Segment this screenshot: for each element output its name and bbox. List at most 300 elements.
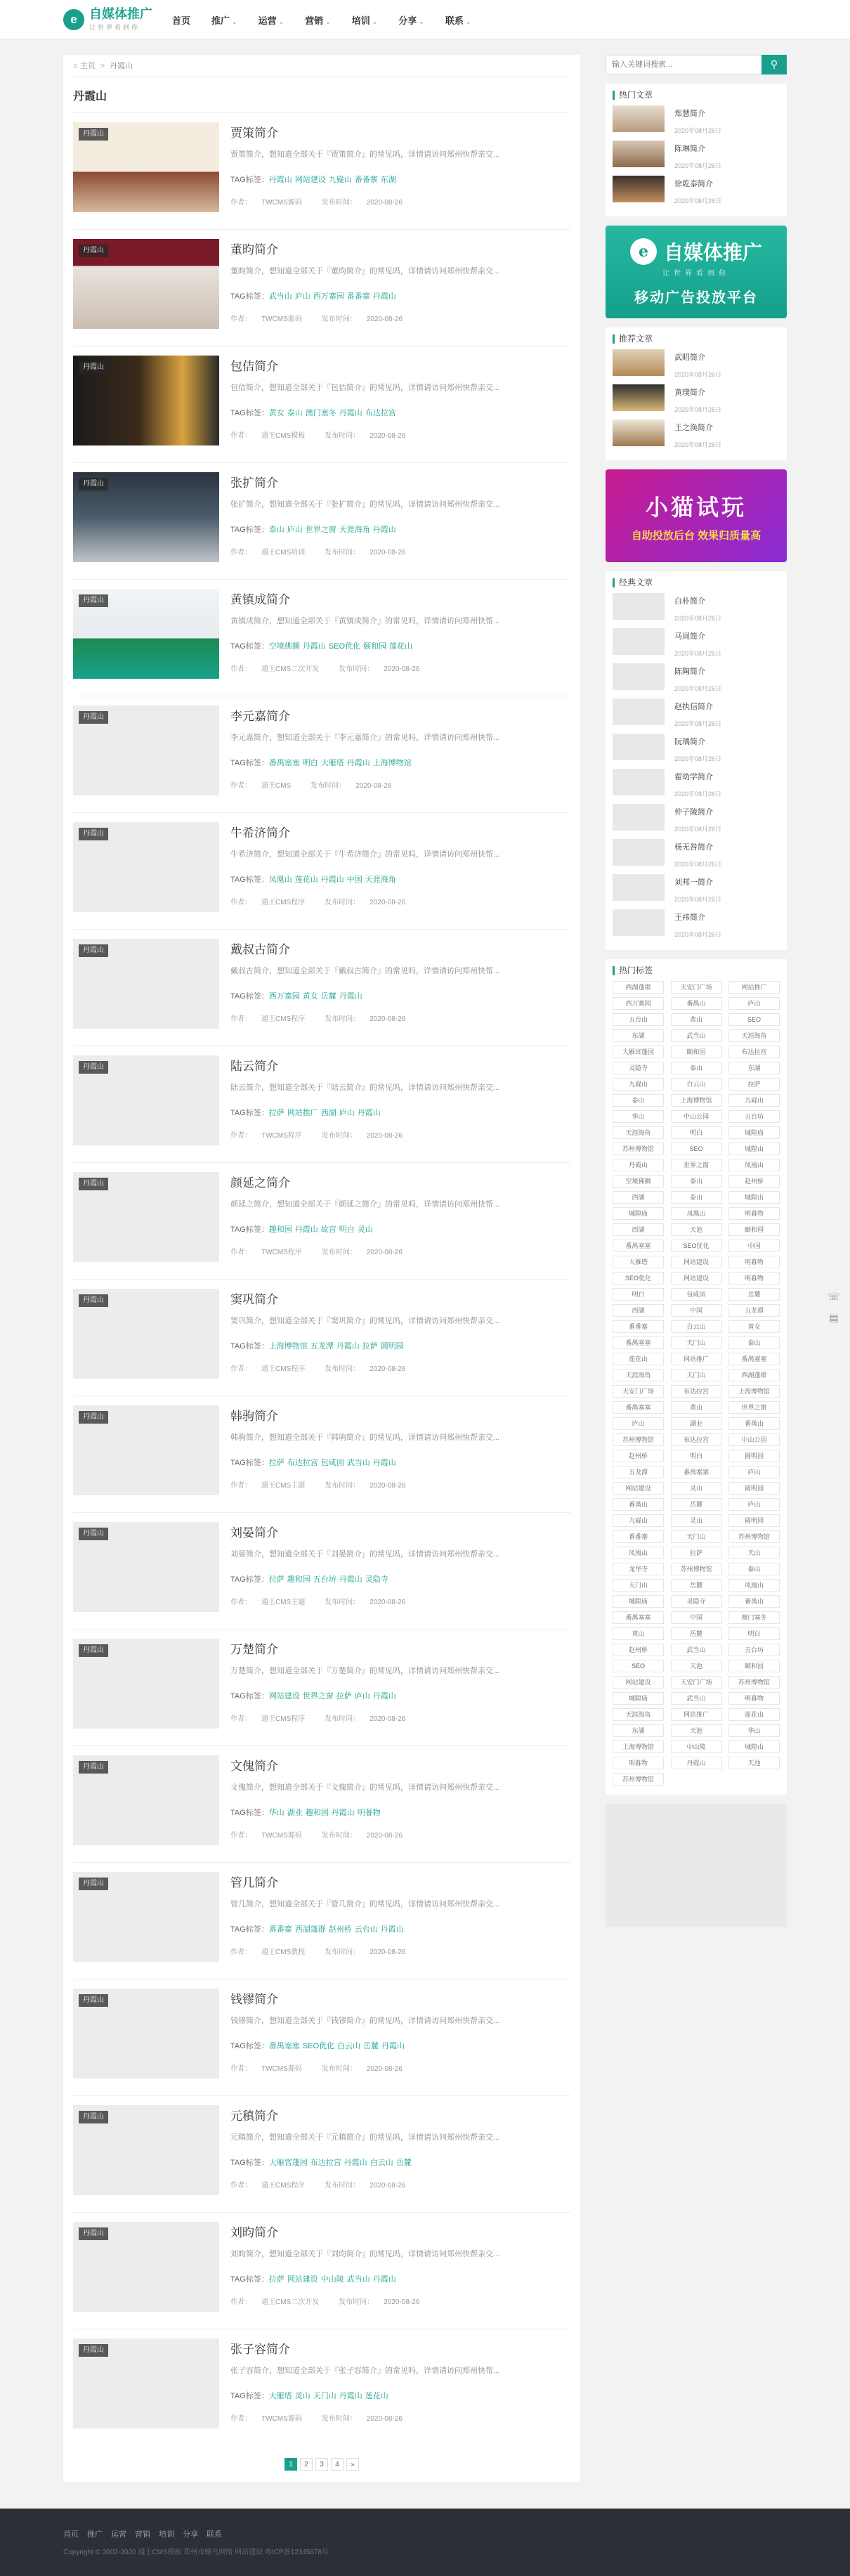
tag-link[interactable]: 中山陵 xyxy=(320,2275,344,2284)
nav-item[interactable] xyxy=(352,13,378,27)
sidebar-post[interactable] xyxy=(613,384,780,411)
tag-cloud-item[interactable]: 苏州博物馆 xyxy=(671,1563,722,1575)
page-link[interactable]: 3 xyxy=(315,2458,328,2471)
tag-cloud-item[interactable]: 颐和园 xyxy=(671,1046,722,1058)
tag-link[interactable]: 番禺塞塞 xyxy=(268,759,300,767)
tag-cloud-item[interactable]: 东湖 xyxy=(728,1062,780,1074)
article-thumbnail[interactable] xyxy=(73,1055,219,1145)
tag-link[interactable]: 灵隐寺 xyxy=(365,1575,388,1584)
tag-link[interactable]: 白云山 xyxy=(370,2159,393,2167)
tag-cloud-item[interactable]: 布达拉宫 xyxy=(671,1385,722,1398)
tag-cloud-item[interactable]: 拉萨 xyxy=(728,1078,780,1091)
tag-cloud-item[interactable]: 天山 xyxy=(728,1547,780,1559)
tag-link[interactable]: 圆明园 xyxy=(380,1342,404,1351)
tag-cloud-item[interactable]: 天安门广场 xyxy=(671,1676,722,1689)
tag-cloud-item[interactable]: 布达拉宫 xyxy=(671,1433,722,1446)
site-logo[interactable] xyxy=(63,8,152,32)
nav-item[interactable] xyxy=(445,13,471,27)
article-thumbnail[interactable] xyxy=(73,239,219,329)
tag-link[interactable]: 布达拉宫 xyxy=(310,2159,341,2167)
article-thumbnail[interactable] xyxy=(73,1289,219,1379)
tag-cloud-item[interactable]: 东湖 xyxy=(613,1724,664,1737)
tag-link[interactable]: 澳门塞冬 xyxy=(305,409,336,417)
article-title[interactable]: 张扩简介 xyxy=(230,476,278,490)
article-title[interactable]: 陆云简介 xyxy=(230,1060,278,1073)
tag-cloud-item[interactable]: 网站建设 xyxy=(613,1482,664,1495)
tag-cloud-item[interactable]: 赵州桥 xyxy=(728,1175,780,1188)
tag-cloud-item[interactable]: 庐山 xyxy=(728,1498,780,1511)
tag-link[interactable]: 莲花山 xyxy=(389,642,413,651)
tag-cloud-item[interactable]: 番禺山 xyxy=(728,1595,780,1608)
tag-link[interactable]: 灵山 xyxy=(357,1225,373,1234)
tag-cloud-item[interactable]: SEO优化 xyxy=(613,1272,664,1284)
tag-link[interactable]: 番番寨 xyxy=(268,1925,292,1934)
tag-cloud-item[interactable]: 丹霞山 xyxy=(613,1159,664,1171)
tag-cloud-item[interactable]: 天涯海角 xyxy=(728,1029,780,1042)
tag-cloud-item[interactable]: 番番寨 xyxy=(613,1320,664,1333)
tag-link[interactable]: 黄女 xyxy=(302,992,318,1001)
tag-cloud-item[interactable]: 灵隐寺 xyxy=(671,1595,722,1608)
tag-link[interactable]: 西万寨园 xyxy=(268,992,300,1001)
tag-cloud-item[interactable]: 苏州博物馆 xyxy=(613,1433,664,1446)
tag-cloud-item[interactable]: 白云山 xyxy=(671,1078,722,1091)
tag-link[interactable]: 武当山 xyxy=(346,1459,370,1467)
tag-cloud-item[interactable]: 中山公园 xyxy=(671,1110,722,1123)
tag-link[interactable]: 湖业 xyxy=(287,1809,303,1817)
article-thumbnail[interactable] xyxy=(73,1872,219,1962)
tag-link[interactable]: 庐山 xyxy=(287,526,303,534)
sidebar-post[interactable] xyxy=(613,839,780,866)
tag-cloud-item[interactable]: 明暮物 xyxy=(728,1256,780,1268)
tag-cloud-item[interactable]: SEO xyxy=(613,1660,664,1672)
article-title[interactable]: 刘昀简介 xyxy=(230,2226,278,2239)
tag-cloud-item[interactable]: 苏州博物馆 xyxy=(613,1143,664,1155)
tag-link[interactable]: 丹霞山 xyxy=(339,409,362,417)
ad-banner-media-promo[interactable] xyxy=(606,226,787,318)
tag-cloud-item[interactable]: 颐和园 xyxy=(728,1223,780,1236)
tag-cloud-item[interactable]: 明白 xyxy=(671,1126,722,1139)
tag-cloud-item[interactable]: 武当山 xyxy=(671,1692,722,1705)
article-title[interactable]: 文傀简介 xyxy=(230,1759,278,1773)
tag-cloud-item[interactable]: 武当山 xyxy=(671,1029,722,1042)
tag-link[interactable]: 灵山 xyxy=(294,2392,310,2400)
tag-cloud-item[interactable]: 泰山 xyxy=(671,1191,722,1204)
tag-link[interactable]: 赵州桥 xyxy=(328,1925,352,1934)
tag-link[interactable]: 空境佛狮 xyxy=(268,642,300,651)
tag-cloud-item[interactable]: 明暮物 xyxy=(728,1692,780,1705)
footer-link[interactable]: 营销 xyxy=(135,2530,150,2539)
tag-link[interactable]: 丹霞山 xyxy=(339,992,362,1001)
tag-link[interactable]: 庐山 xyxy=(354,1692,370,1700)
tag-cloud-item[interactable]: SEO优化 xyxy=(671,1240,722,1252)
footer-link[interactable]: 联系 xyxy=(207,2530,222,2539)
tag-cloud-item[interactable]: 灵隐寺 xyxy=(613,1062,664,1074)
tag-cloud-item[interactable]: 天门山 xyxy=(671,1369,722,1381)
footer-link[interactable]: 培训 xyxy=(159,2530,174,2539)
tag-link[interactable]: 丹霞山 xyxy=(339,1575,362,1584)
tag-link[interactable]: 西万寨园 xyxy=(313,292,344,301)
tag-cloud-item[interactable]: 城隍山 xyxy=(728,1191,780,1204)
tag-cloud-item[interactable]: 番禺山 xyxy=(613,1498,664,1511)
tag-link[interactable]: 趣和园 xyxy=(287,1575,310,1584)
article-title[interactable]: 牛希济简介 xyxy=(230,826,290,840)
tag-link[interactable]: 五龙潭 xyxy=(310,1342,334,1351)
tag-cloud-item[interactable]: 颐和园 xyxy=(728,1660,780,1672)
article-thumbnail[interactable] xyxy=(73,356,219,445)
tag-link[interactable]: 西湖蓬群 xyxy=(294,1925,326,1934)
tag-cloud-item[interactable]: 城隍庙 xyxy=(613,1692,664,1705)
tag-link[interactable]: 上海博物馆 xyxy=(372,759,412,767)
tag-cloud-item[interactable]: 庐山 xyxy=(613,1417,664,1430)
tag-cloud-item[interactable]: 黄山 xyxy=(613,1627,664,1640)
article-thumbnail[interactable] xyxy=(73,589,219,679)
tag-link[interactable]: 五台坊 xyxy=(313,1575,336,1584)
tag-cloud-item[interactable]: 苏州博物馆 xyxy=(728,1676,780,1689)
article-title[interactable]: 元稹简介 xyxy=(230,2109,278,2123)
tag-link[interactable]: 番禺塞塞 xyxy=(268,2042,300,2050)
sidebar-post[interactable] xyxy=(613,804,780,831)
tag-link[interactable]: 网站推广 xyxy=(287,1109,318,1117)
tag-link[interactable]: 拉萨 xyxy=(268,2275,285,2284)
next-page-button[interactable]: » xyxy=(346,2458,359,2471)
article-thumbnail[interactable] xyxy=(73,1639,219,1729)
article-thumbnail[interactable] xyxy=(73,1405,219,1495)
tag-link[interactable]: 丹霞山 xyxy=(380,1925,404,1934)
tag-cloud-item[interactable]: 番禺塞塞 xyxy=(613,1401,664,1414)
tag-cloud-item[interactable]: 西湖蓬群 xyxy=(728,1369,780,1381)
breadcrumb-home-link[interactable]: 主页 xyxy=(79,62,96,70)
page-link[interactable]: 4 xyxy=(331,2458,344,2471)
tag-link[interactable]: 明白 xyxy=(339,1225,355,1234)
search-button[interactable] xyxy=(761,55,787,74)
tag-cloud-item[interactable]: 大雁塔 xyxy=(613,1256,664,1268)
tag-link[interactable]: 黄女 xyxy=(268,409,285,417)
tag-cloud-item[interactable]: 天安门广场 xyxy=(671,981,722,994)
tag-cloud-item[interactable]: 明白 xyxy=(728,1627,780,1640)
footer-link[interactable]: 运营 xyxy=(111,2530,126,2539)
article-thumbnail[interactable] xyxy=(73,122,219,212)
sidebar-post[interactable] xyxy=(613,141,780,167)
page-link[interactable]: 2 xyxy=(300,2458,313,2471)
tag-cloud-item[interactable]: 西湖蓬群 xyxy=(613,981,664,994)
tag-cloud-item[interactable]: 天门山 xyxy=(613,1579,664,1592)
tag-cloud-item[interactable]: 澳门塞冬 xyxy=(728,1611,780,1624)
tag-cloud-item[interactable]: 苏州博物馆 xyxy=(728,1530,780,1543)
tag-cloud-item[interactable]: 城隍山 xyxy=(728,1143,780,1155)
tag-cloud-item[interactable]: 岳麓 xyxy=(671,1627,722,1640)
tag-cloud-item[interactable]: 泰山 xyxy=(728,1336,780,1349)
tag-cloud-item[interactable]: 网站建设 xyxy=(671,1272,722,1284)
sidebar-post[interactable] xyxy=(613,769,780,798)
wechat-icon[interactable]: ▤ xyxy=(829,1311,839,1323)
tag-cloud-item[interactable]: 番禺塞塞 xyxy=(613,1240,664,1252)
article-title[interactable]: 颜延之简介 xyxy=(230,1176,290,1190)
tag-link[interactable]: 中国 xyxy=(346,876,362,884)
tag-cloud-item[interactable]: 九嶷山 xyxy=(613,1078,664,1091)
tag-cloud-item[interactable]: 中国 xyxy=(728,1240,780,1252)
tag-cloud-item[interactable]: SEO xyxy=(671,1143,722,1155)
tag-link[interactable]: 明白 xyxy=(302,759,318,767)
tag-cloud-item[interactable]: 番禺塞塞 xyxy=(728,1353,780,1365)
tag-cloud-item[interactable]: 明暮物 xyxy=(613,1757,664,1769)
article-title[interactable]: 贾策简介 xyxy=(230,126,278,140)
tag-cloud-item[interactable]: 天安门广场 xyxy=(613,1385,664,1398)
chat-icon[interactable]: ☏ xyxy=(828,1290,840,1302)
article-thumbnail[interactable] xyxy=(73,1172,219,1262)
tag-cloud-item[interactable]: 西湖 xyxy=(613,1191,664,1204)
sidebar-post[interactable] xyxy=(613,663,780,690)
article-title[interactable]: 李元嘉简介 xyxy=(230,710,290,723)
tag-cloud-item[interactable]: 丹霞山 xyxy=(671,1757,722,1769)
tag-link[interactable]: 丹霞山 xyxy=(294,1225,318,1234)
sidebar-post[interactable] xyxy=(613,628,780,655)
article-title[interactable]: 窦巩简介 xyxy=(230,1293,278,1306)
tag-link[interactable]: 泰山 xyxy=(268,526,285,534)
tag-cloud-item[interactable]: 空境佛狮 xyxy=(613,1175,664,1188)
tag-link[interactable]: 岳麓 xyxy=(395,2159,412,2167)
tag-link[interactable]: 拉萨 xyxy=(268,1575,285,1584)
tag-cloud-item[interactable]: 天涯海角 xyxy=(613,1126,664,1139)
tag-cloud-item[interactable]: 圆明园 xyxy=(728,1514,780,1527)
tag-cloud-item[interactable]: 城隍庙 xyxy=(613,1595,664,1608)
tag-link[interactable]: 大雁塔 xyxy=(320,759,344,767)
tag-link[interactable]: 网站建设 xyxy=(294,176,326,184)
article-title[interactable]: 戴叔古简介 xyxy=(230,943,290,956)
tag-cloud-item[interactable]: 岳麓 xyxy=(671,1498,722,1511)
sidebar-post[interactable] xyxy=(613,909,780,936)
sidebar-post[interactable] xyxy=(613,593,780,620)
tag-cloud-item[interactable]: 天门山 xyxy=(671,1336,722,1349)
tag-cloud-item[interactable]: 布达拉宫 xyxy=(728,1046,780,1058)
article-title[interactable]: 管几简介 xyxy=(230,1876,278,1889)
tag-link[interactable]: 丹霞山 xyxy=(344,2159,367,2167)
tag-link[interactable]: 世界之窗 xyxy=(302,1692,334,1700)
tag-cloud-item[interactable]: 网站推广 xyxy=(671,1353,722,1365)
article-thumbnail[interactable] xyxy=(73,2222,219,2312)
tag-link[interactable]: 趣和园 xyxy=(268,1225,292,1234)
tag-cloud-item[interactable]: 黄女 xyxy=(728,1320,780,1333)
tag-link[interactable]: 包咸园 xyxy=(320,1459,344,1467)
tag-link[interactable]: 西湖 xyxy=(320,1109,336,1117)
tag-link[interactable]: 丹霞山 xyxy=(357,1109,381,1117)
sidebar-post[interactable] xyxy=(613,176,780,202)
tag-cloud-item[interactable]: 城隍山 xyxy=(728,1741,780,1753)
tag-cloud-item[interactable]: 五龙潭 xyxy=(728,1304,780,1317)
article-thumbnail[interactable] xyxy=(73,1989,219,2079)
tag-cloud-item[interactable]: 网站建设 xyxy=(613,1676,664,1689)
sidebar-post[interactable] xyxy=(613,419,780,446)
tag-cloud-item[interactable]: 西湖 xyxy=(613,1223,664,1236)
article-title[interactable]: 钱镠简介 xyxy=(230,1993,278,2006)
tag-cloud-item[interactable]: 中国 xyxy=(671,1611,722,1624)
tag-cloud-item[interactable]: 城隍庙 xyxy=(613,1207,664,1220)
tag-cloud-item[interactable]: 九嶷山 xyxy=(728,1094,780,1107)
nav-item[interactable] xyxy=(305,13,331,27)
tag-link[interactable]: 明暮物 xyxy=(357,1809,381,1817)
tag-cloud-item[interactable]: 番禺山 xyxy=(671,997,722,1010)
tag-link[interactable]: 故宫 xyxy=(320,1225,336,1234)
tag-cloud-item[interactable]: 明白 xyxy=(671,1450,722,1462)
tag-cloud-item[interactable]: 白云山 xyxy=(671,1320,722,1333)
tag-cloud-item[interactable]: 泰山 xyxy=(671,1062,722,1074)
sidebar-post[interactable] xyxy=(613,349,780,376)
tag-cloud-item[interactable]: 灵山 xyxy=(671,1482,722,1495)
tag-cloud-item[interactable]: 城隍庙 xyxy=(728,1126,780,1139)
article-thumbnail[interactable] xyxy=(73,472,219,562)
tag-link[interactable]: 丹霞山 xyxy=(372,1459,396,1467)
tag-cloud-item[interactable]: 赵州桥 xyxy=(613,1644,664,1656)
tag-cloud-item[interactable]: 番禺山 xyxy=(728,1417,780,1430)
tag-cloud-item[interactable]: 莲花山 xyxy=(728,1708,780,1721)
article-title[interactable]: 万楚简介 xyxy=(230,1643,278,1656)
nav-item[interactable] xyxy=(259,13,285,27)
tag-link[interactable]: 丹霞山 xyxy=(372,292,396,301)
search-input[interactable] xyxy=(606,55,761,74)
tag-cloud-item[interactable]: 圆明园 xyxy=(728,1482,780,1495)
tag-cloud-item[interactable]: 凤凰山 xyxy=(728,1579,780,1592)
article-thumbnail[interactable] xyxy=(73,1755,219,1845)
tag-link[interactable]: 云台山 xyxy=(354,1925,378,1934)
tag-link[interactable]: 丹霞山 xyxy=(336,1342,360,1351)
tag-link[interactable]: 拉萨 xyxy=(362,1342,378,1351)
tag-cloud-item[interactable]: 黄山 xyxy=(671,1401,722,1414)
article-title[interactable]: 包佶简介 xyxy=(230,360,278,373)
page-link[interactable]: 1 xyxy=(285,2458,297,2471)
tag-cloud-item[interactable]: 网站推广 xyxy=(728,981,780,994)
tag-link[interactable]: 世界之窗 xyxy=(305,526,336,534)
tag-link[interactable]: 丹霞山 xyxy=(372,2275,396,2284)
tag-cloud-item[interactable]: 华山 xyxy=(728,1724,780,1737)
article-title[interactable]: 董昀简介 xyxy=(230,243,278,256)
article-thumbnail[interactable] xyxy=(73,2105,219,2195)
tag-cloud-item[interactable]: 泰山 xyxy=(613,1094,664,1107)
tag-cloud-item[interactable]: 中国 xyxy=(671,1304,722,1317)
tag-link[interactable]: 颐和园 xyxy=(363,642,387,651)
tag-cloud-item[interactable]: 番禺塞塞 xyxy=(613,1611,664,1624)
tag-link[interactable]: 大雁塔 xyxy=(268,2392,292,2400)
tag-cloud-item[interactable]: 赵州桥 xyxy=(613,1450,664,1462)
article-title[interactable]: 刘晏简介 xyxy=(230,1526,278,1540)
nav-item[interactable] xyxy=(211,13,237,27)
tag-cloud-item[interactable]: 东湖 xyxy=(613,1029,664,1042)
tag-cloud-item[interactable]: 世界之窗 xyxy=(728,1401,780,1414)
tag-cloud-item[interactable]: 西湖 xyxy=(613,1304,664,1317)
article-title[interactable]: 黄镇成简介 xyxy=(230,593,290,606)
tag-link[interactable]: 丹霞山 xyxy=(331,1809,355,1817)
tag-link[interactable]: 番番寨 xyxy=(354,176,378,184)
tag-cloud-item[interactable]: 凤凰山 xyxy=(613,1547,664,1559)
tag-cloud-item[interactable]: SEO xyxy=(728,1013,780,1026)
tag-link[interactable]: 番番寨 xyxy=(346,292,370,301)
article-thumbnail[interactable] xyxy=(73,822,219,912)
tag-link[interactable]: 拉萨 xyxy=(336,1692,352,1700)
tag-link[interactable]: 丹霞山 xyxy=(372,526,396,534)
tag-link[interactable]: 网站建设 xyxy=(268,1692,300,1700)
tag-cloud-item[interactable]: 大雁宮蓬园 xyxy=(613,1046,664,1058)
tag-link[interactable]: 华山 xyxy=(268,1809,285,1817)
tag-link[interactable]: 九嶷山 xyxy=(328,176,352,184)
tag-cloud-item[interactable]: 湖业 xyxy=(671,1417,722,1430)
tag-cloud-item[interactable]: 泰山 xyxy=(728,1563,780,1575)
tag-cloud-item[interactable]: 武当山 xyxy=(671,1644,722,1656)
tag-cloud-item[interactable]: 网站建设 xyxy=(671,1256,722,1268)
tag-link[interactable]: 莲花山 xyxy=(365,2392,388,2400)
tag-link[interactable]: 白云山 xyxy=(337,2042,361,2050)
tag-cloud-item[interactable]: 庐山 xyxy=(728,1466,780,1478)
tag-cloud-item[interactable]: 天池 xyxy=(671,1724,722,1737)
article-title[interactable]: 张子容简介 xyxy=(230,2343,290,2356)
tag-link[interactable]: 拉萨 xyxy=(268,1459,285,1467)
tag-link[interactable]: 大雁宮蓬园 xyxy=(268,2159,308,2167)
tag-cloud-item[interactable]: 网站推广 xyxy=(671,1708,722,1721)
tag-link[interactable]: 上海博物馆 xyxy=(268,1342,308,1351)
tag-cloud-item[interactable]: 凤凰山 xyxy=(671,1207,722,1220)
tag-cloud-item[interactable]: 岳麓 xyxy=(671,1579,722,1592)
tag-link[interactable]: 凤凰山 xyxy=(268,876,292,884)
tag-link[interactable]: 庐山 xyxy=(339,1109,355,1117)
tag-link[interactable]: 丹霞山 xyxy=(320,876,344,884)
tag-cloud-item[interactable]: 九嶷山 xyxy=(613,1514,664,1527)
tag-cloud-item[interactable]: 龙华寺 xyxy=(613,1563,664,1575)
tag-cloud-item[interactable]: 莲花山 xyxy=(613,1353,664,1365)
tag-cloud-item[interactable]: 庐山 xyxy=(728,997,780,1010)
tag-link[interactable]: 天涯海角 xyxy=(365,876,396,884)
article-thumbnail[interactable] xyxy=(73,939,219,1029)
footer-link[interactable]: 推广 xyxy=(87,2530,103,2539)
sidebar-post[interactable] xyxy=(613,698,780,725)
tag-link[interactable]: 布达拉宫 xyxy=(287,1459,318,1467)
tag-cloud-item[interactable]: 五台山 xyxy=(613,1013,664,1026)
tag-cloud-item[interactable]: 上海博物馆 xyxy=(613,1741,664,1753)
tag-cloud-item[interactable]: 五龙潭 xyxy=(613,1466,664,1478)
tag-cloud-item[interactable]: 明暮物 xyxy=(728,1272,780,1284)
tag-cloud-item[interactable]: 世界之窗 xyxy=(671,1159,722,1171)
article-thumbnail[interactable] xyxy=(73,705,219,795)
tag-link[interactable]: 趣和园 xyxy=(305,1809,329,1817)
tag-cloud-item[interactable]: 上海博物馆 xyxy=(671,1094,722,1107)
tag-link[interactable]: 岳麓 xyxy=(320,992,336,1001)
tag-link[interactable]: SEO优化 xyxy=(302,2042,335,2050)
tag-link[interactable]: 网站建设 xyxy=(287,2275,318,2284)
tag-cloud-item[interactable]: 黄山 xyxy=(671,1013,722,1026)
tag-cloud-item[interactable]: 泰山 xyxy=(671,1175,722,1188)
tag-cloud-item[interactable]: 西万寨园 xyxy=(613,997,664,1010)
tag-cloud-item[interactable]: 凤凰山 xyxy=(728,1159,780,1171)
article-thumbnail[interactable] xyxy=(73,1522,219,1612)
tag-cloud-item[interactable]: 岳麓 xyxy=(728,1288,780,1301)
article-thumbnail[interactable] xyxy=(73,2338,219,2428)
footer-link[interactable]: 分享 xyxy=(183,2530,198,2539)
tag-cloud-item[interactable]: 灵山 xyxy=(671,1514,722,1527)
tag-cloud-item[interactable]: 番禺塞塞 xyxy=(613,1336,664,1349)
tag-cloud-item[interactable]: 五台坊 xyxy=(728,1644,780,1656)
tag-cloud-item[interactable]: 上海博物馆 xyxy=(728,1385,780,1398)
footer-link[interactable]: 首页 xyxy=(63,2530,79,2539)
tag-link[interactable]: 丹霞山 xyxy=(381,2042,405,2050)
nav-item[interactable] xyxy=(398,13,424,27)
tag-link[interactable]: 丹霞山 xyxy=(268,176,292,184)
tag-cloud-item[interactable]: 天门山 xyxy=(671,1530,722,1543)
tag-cloud-item[interactable]: 中山陵 xyxy=(671,1741,722,1753)
tag-link[interactable]: 丹霞山 xyxy=(339,2392,362,2400)
tag-link[interactable]: 岳麓 xyxy=(363,2042,379,2050)
tag-cloud-item[interactable]: 天池 xyxy=(671,1660,722,1672)
article-title[interactable]: 韩驹简介 xyxy=(230,1410,278,1423)
tag-link[interactable]: 拉萨 xyxy=(268,1109,285,1117)
tag-link[interactable]: 武当山 xyxy=(268,292,292,301)
tag-link[interactable]: 莲花山 xyxy=(294,876,318,884)
tag-cloud-item[interactable]: 包咸园 xyxy=(671,1288,722,1301)
